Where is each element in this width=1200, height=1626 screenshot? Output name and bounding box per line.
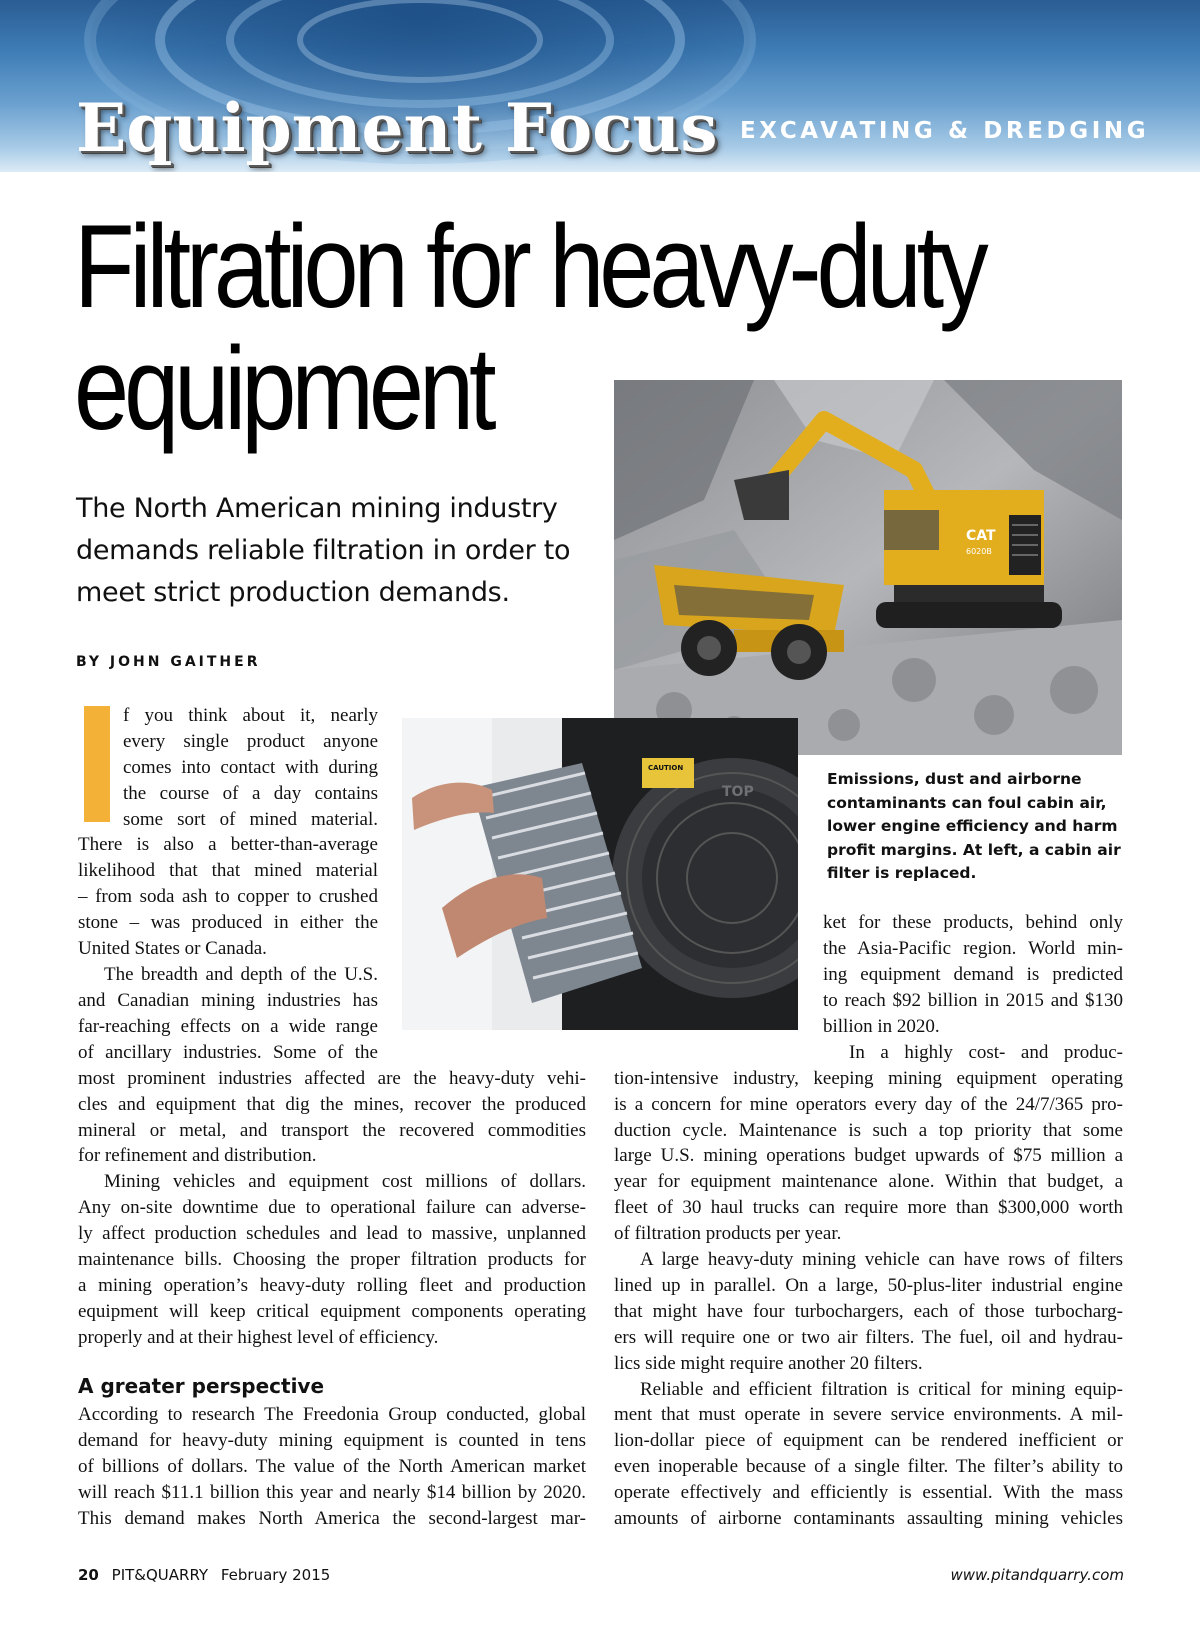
body-line: equipment will keep critical equipment components operating <box>78 1301 586 1322</box>
body-line: is a concern for mine operators every day of the 24/7/365 pro- <box>614 1094 1123 1115</box>
body-line: fleet of 30 haul trucks can require more than $300,000 worth <box>614 1197 1123 1218</box>
body-line: and Canadian mining industries has <box>78 990 378 1011</box>
page-footer-left <box>78 1566 330 1584</box>
body-line: of filtration products per year. <box>614 1223 842 1244</box>
body-line: of billions of dollars. The value of the North American market <box>78 1456 586 1477</box>
banner <box>0 0 1200 172</box>
body-line: tion-intensive industry, keeping mining equipment operating <box>614 1068 1123 1089</box>
caption-line: profit margins. At left, a cabin air <box>827 840 1121 859</box>
article-dek <box>76 488 576 614</box>
body-line: some sort of mined material. <box>123 809 378 830</box>
website-link[interactable]: www.pitandquarry.com <box>950 1566 1124 1584</box>
body-line: mineral or metal, and transport the recovered commodities <box>78 1120 586 1141</box>
caption-line: Emissions, dust and airborne <box>827 770 1082 788</box>
body-line: ket for these products, behind only <box>823 912 1123 933</box>
article-byline: BY JOHN GAITHER <box>76 654 261 670</box>
body-line: lion-dollar piece of equipment can be rendered inefficient or <box>614 1430 1123 1451</box>
body-line: Any on-site downtime due to operational failure can adverse- <box>78 1197 586 1218</box>
page-number: 20 <box>78 1566 99 1584</box>
excavator-brand-label: CAT <box>966 528 996 544</box>
body-line: United States or Canada. <box>78 938 267 959</box>
body-line: likelihood that that mined material <box>78 860 378 881</box>
body-line: ment that must operate in severe service environments. A mil- <box>614 1404 1123 1425</box>
body-line: lics side might require another 20 filters. <box>614 1353 923 1374</box>
headline-line: equipment <box>74 323 492 455</box>
body-line: demand for heavy-duty mining equipment is counted in tens <box>78 1430 586 1451</box>
box-top-label: TOP <box>722 784 754 800</box>
issue-date: February 2015 <box>220 1566 331 1584</box>
body-line: for refinement and distribution. <box>78 1145 317 1166</box>
excavator-photo <box>614 380 1122 755</box>
body-line: ers will require one or two air filters. The fuel, oil and hydrau- <box>614 1327 1123 1348</box>
dek-line: The North American mining industry <box>76 493 558 524</box>
body-line: ly affect production schedules and lead to massive, unplanned <box>78 1223 586 1244</box>
body-line: year for equipment maintenance alone. Within that budget, a <box>614 1171 1123 1192</box>
body-line: the Asia-Pacific region. World min- <box>823 938 1123 959</box>
section-subhead: A greater perspective <box>78 1374 325 1398</box>
body-line: will reach $11.1 billion this year and nearly $14 billion by 2020. <box>78 1482 586 1503</box>
dek-line: meet strict production demands. <box>76 577 510 608</box>
cabin-filter-photo <box>402 718 798 1030</box>
body-line: that might have four turbochargers, each of those turbocharg- <box>614 1301 1123 1322</box>
body-line: This demand makes North America the second-largest mar- <box>78 1508 586 1529</box>
body-line: every single product anyone <box>123 731 378 752</box>
body-line: In a highly cost- and produc- <box>849 1042 1123 1063</box>
body-line: even inoperable because of a single filter. The filter’s ability to <box>614 1456 1123 1477</box>
excavator-model-label: 6020B <box>966 547 992 556</box>
body-line: Reliable and efficient filtration is critical for mining equip- <box>640 1379 1123 1400</box>
caption-line: filter is replaced. <box>827 864 977 882</box>
publication-name: PIT&QUARRY <box>111 1566 209 1584</box>
section-brand-title: Equipment Focus <box>76 89 718 167</box>
body-line: f you think about it, nearly <box>123 705 378 726</box>
body-line: the course of a day contains <box>123 783 378 804</box>
headline-line: Filtration for heavy-duty <box>74 201 984 333</box>
caption-line: contaminants can foul cabin air, <box>827 793 1107 812</box>
body-line: cles and equipment that dig the mines, recover the produced <box>78 1094 586 1115</box>
body-line: to reach $92 billion in 2015 and $130 <box>823 990 1123 1011</box>
dek-line: demands reliable filtration in order to <box>76 535 571 566</box>
body-line: properly and at their highest level of efficiency. <box>78 1327 439 1348</box>
body-line: A large heavy-duty mining vehicle can have rows of filters <box>640 1249 1123 1270</box>
body-line: large U.S. mining operations budget upwards of $75 million a <box>614 1145 1123 1166</box>
body-line: far-reaching effects on a wide range <box>78 1016 378 1037</box>
caution-sticker-label: CAUTION <box>648 764 684 772</box>
body-line: stone – was produced in either the <box>78 912 378 933</box>
body-line: The breadth and depth of the U.S. <box>104 964 378 985</box>
body-line: comes into contact with during <box>123 757 378 778</box>
body-line: operate effectively and efficiently is essential. With the mass <box>614 1482 1123 1503</box>
body-line: duction cycle. Maintenance is such a top priority that some <box>614 1120 1123 1141</box>
body-line: There is also a better-than-average <box>78 834 378 855</box>
body-line: billion in 2020. <box>823 1016 940 1037</box>
body-line: – from soda ash to copper to crushed <box>78 886 378 907</box>
body-line: ing equipment demand is predicted <box>823 964 1123 985</box>
body-line: According to research The Freedonia Group conducted, global <box>78 1404 586 1425</box>
body-line: maintenance bills. Choosing the proper filtration products for <box>78 1249 586 1270</box>
drop-cap <box>84 706 110 822</box>
body-line: lined up in parallel. On a large, 50-plus-liter industrial engine <box>614 1275 1123 1296</box>
photo-caption <box>827 768 1127 886</box>
section-category-label: EXCAVATING & DREDGING <box>740 118 1150 144</box>
body-line: amounts of airborne contaminants assaulting mining vehicles <box>614 1508 1123 1529</box>
body-line: most prominent industries affected are the heavy-duty vehi- <box>78 1068 586 1089</box>
body-line: Mining vehicles and equipment cost millions of dollars. <box>104 1171 586 1192</box>
body-line: of ancillary industries. Some of the <box>78 1042 378 1063</box>
body-line: a mining operation’s heavy-duty rolling fleet and production <box>78 1275 586 1296</box>
caption-line: lower engine efficiency and harm <box>827 817 1118 835</box>
